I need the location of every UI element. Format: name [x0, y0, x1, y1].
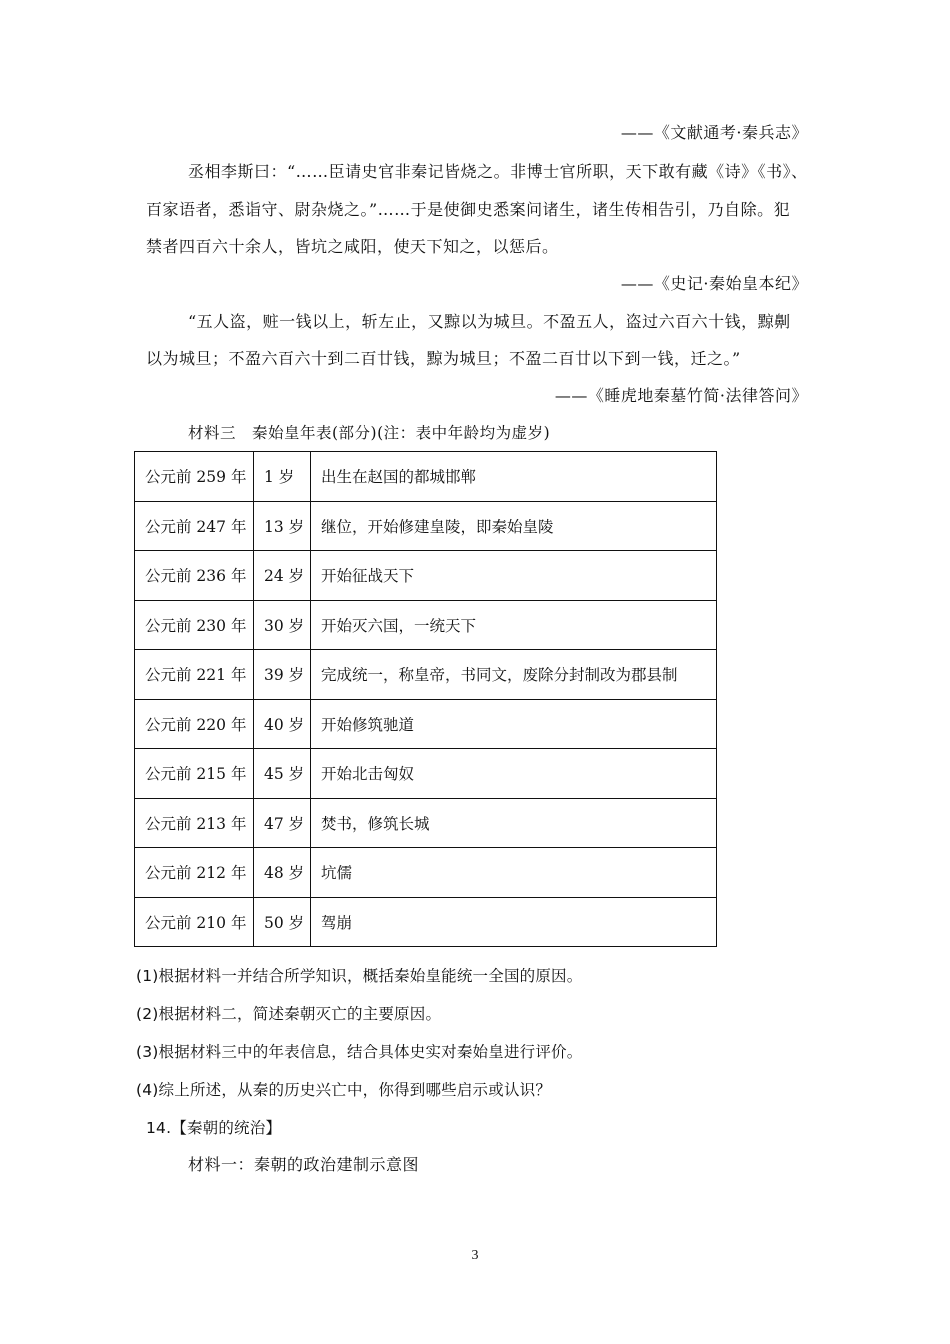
age-cell: 48 岁 — [254, 848, 311, 898]
table-caption: 材料三 秦始皇年表(部分)(注：表中年龄均为虚岁) — [188, 424, 551, 442]
table-row — [135, 650, 717, 700]
paragraph-line: 百家语者，悉诣守、尉杂烧之。”……于是使御史悉案问诸生，诸生传相告引，乃自除。犯 — [146, 200, 791, 219]
table-row — [135, 600, 717, 650]
year-cell: 公元前 221 年 — [135, 650, 254, 700]
material-label: 材料一：秦朝的政治建制示意图 — [188, 1155, 420, 1174]
question-3: (3)根据材料三中的年表信息，结合具体史实对秦始皇进行评价。 — [136, 1043, 583, 1061]
year-cell: 公元前 230 年 — [135, 600, 254, 650]
event-cell: 驾崩 — [311, 897, 717, 947]
year-cell: 公元前 247 年 — [135, 501, 254, 551]
table-row — [135, 749, 717, 799]
paragraph-line: “五人盗，赃一钱以上，斩左止，又黥以为城旦。不盈五人，盗过六百六十钱，黥劓 — [188, 312, 791, 331]
age-cell: 13 岁 — [254, 501, 311, 551]
event-cell: 开始灭六国，一统天下 — [311, 600, 717, 650]
age-cell: 40 岁 — [254, 699, 311, 749]
age-cell: 1 岁 — [254, 452, 311, 502]
source-citation: ——《睡虎地秦墓竹简·法律答问》 — [554, 386, 808, 405]
source-citation: ——《文献通考·秦兵志》 — [620, 123, 808, 142]
age-cell: 30 岁 — [254, 600, 311, 650]
year-cell: 公元前 210 年 — [135, 897, 254, 947]
question-1: (1)根据材料一并结合所学知识，概括秦始皇能统一全国的原因。 — [136, 967, 583, 985]
event-cell: 完成统一，称皇帝，书同文，废除分封制改为郡县制 — [311, 650, 717, 700]
section-heading: 14.【秦朝的统治】 — [146, 1119, 282, 1137]
table-row — [135, 848, 717, 898]
event-cell: 坑儒 — [311, 848, 717, 898]
age-cell: 50 岁 — [254, 897, 311, 947]
year-cell: 公元前 212 年 — [135, 848, 254, 898]
table-row — [135, 897, 717, 947]
event-cell: 开始北击匈奴 — [311, 749, 717, 799]
year-cell: 公元前 259 年 — [135, 452, 254, 502]
paragraph-line: 禁者四百六十余人，皆坑之咸阳，使天下知之，以惩后。 — [146, 237, 559, 256]
event-cell: 出生在赵国的都城邯郸 — [311, 452, 717, 502]
year-cell: 公元前 236 年 — [135, 551, 254, 601]
event-cell: 继位，开始修建皇陵，即秦始皇陵 — [311, 501, 717, 551]
year-cell: 公元前 220 年 — [135, 699, 254, 749]
paragraph-line: 丞相李斯曰：“……臣请史官非秦记皆烧之。非博士官所职，天下敢有藏《诗》《书》、 — [188, 162, 808, 181]
chronology-table — [134, 451, 717, 947]
source-citation: ——《史记·秦始皇本纪》 — [620, 274, 808, 293]
year-cell: 公元前 213 年 — [135, 798, 254, 848]
question-4: (4)综上所述，从秦的历史兴亡中，你得到哪些启示或认识？ — [136, 1081, 552, 1099]
event-cell: 开始征战天下 — [311, 551, 717, 601]
page-number: 3 — [471, 1248, 479, 1263]
paragraph-line: 以为城旦；不盈六百六十到二百廿钱，黥为城旦；不盈二百廿以下到一钱，迁之。” — [146, 349, 741, 368]
age-cell: 47 岁 — [254, 798, 311, 848]
event-cell: 开始修筑驰道 — [311, 699, 717, 749]
table-row — [135, 699, 717, 749]
event-cell: 焚书，修筑长城 — [311, 798, 717, 848]
table-row — [135, 452, 717, 502]
question-2: (2)根据材料二，简述秦朝灭亡的主要原因。 — [136, 1005, 442, 1023]
age-cell: 39 岁 — [254, 650, 311, 700]
age-cell: 45 岁 — [254, 749, 311, 799]
age-cell: 24 岁 — [254, 551, 311, 601]
table-row — [135, 501, 717, 551]
year-cell: 公元前 215 年 — [135, 749, 254, 799]
table-row — [135, 798, 717, 848]
table-row — [135, 551, 717, 601]
